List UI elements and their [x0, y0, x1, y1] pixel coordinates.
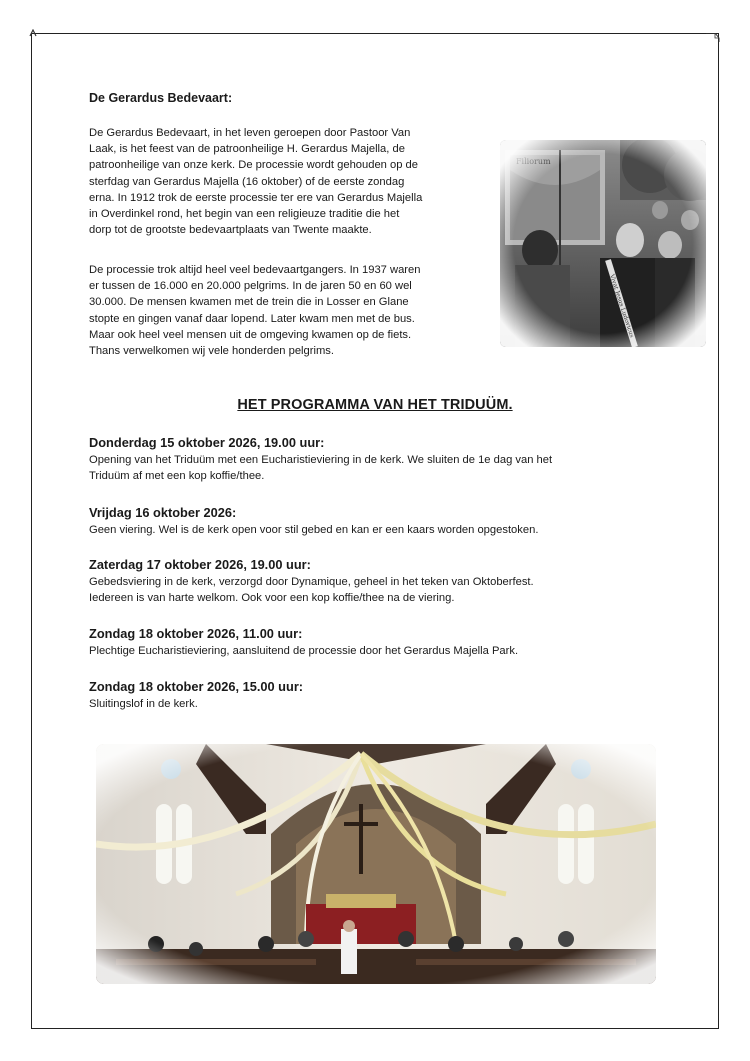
event-title: Donderdag 15 oktober 2026, 19.00 uur:: [89, 435, 325, 450]
page-curl-icon: [706, 33, 720, 42]
corner-mark-icon: [29, 29, 37, 37]
event-title: Zaterdag 17 oktober 2026, 19.00 uur:: [89, 557, 311, 572]
procession-photo-image: [500, 140, 706, 347]
event-title: Vrijdag 16 oktober 2026:: [89, 505, 237, 520]
intro-paragraph-2: De processie trok altijd heel veel bedevaartgangers. In 1937 waren er tussen de 16.000 en 20.000 pelgrims. In de jaren 50 en 60 wel 30.000. De mensen kwamen met de trein die in Losser en Glane stopte en gingen vanaf daar lopend. Later kwam men met de bus. Maar ook heel veel mensen uit de omgeving kwamen op de fiets. Thans verwelkomen wij vele honderden pelgrims.: [89, 264, 421, 358]
event-description: Opening van het Triduüm met een Eucharistieviering in de kerk. We sluiten de 1e dag van het Triduüm af met een kop koffie/thee.: [89, 454, 553, 482]
church-interior-image: [96, 744, 656, 984]
program-event: [89, 435, 669, 484]
program-event: [89, 679, 669, 712]
procession-photo: [500, 140, 706, 347]
event-description: Geen viering. Wel is de kerk open voor stil gebed en kan er een kaars worden opgestoken.: [89, 524, 539, 536]
church-interior-photo: [96, 744, 656, 984]
intro-title: De Gerardus Bedevaart:: [89, 91, 233, 105]
program-event: [89, 505, 669, 538]
event-description: Sluitingslof in de kerk.: [89, 698, 198, 710]
event-description: Plechtige Eucharistieviering, aansluitend de processie door het Gerardus Majella Park.: [89, 645, 519, 657]
event-description: Gebedsviering in de kerk, verzorgd door Dynamique, geheel in het teken van Oktoberfest. Iedereen is van harte welkom. Ook voor een kop koffie/thee na de viering.: [89, 576, 534, 604]
program-heading: HET PROGRAMMA VAN HET TRIDUÜM.: [237, 397, 513, 413]
program-event: [89, 557, 669, 606]
program-event: [89, 626, 669, 659]
intro-paragraph-1: De Gerardus Bedevaart, in het leven geroepen door Pastoor Van Laak, is het feest van de patroonheilige H. Gerardus Majella, de patroonheilige van onze kerk. De processie wordt gehouden op de sterfdag van Gerardus Majella (16 oktober) of de eerste zondag erna. In 1912 trok de eerste processie ter ere van Gerardus Majella in Overdinkel rond, het begin van een religieuze traditie die het dorp tot de grootste bedevaartplaats van Twente maakte.: [89, 127, 423, 237]
event-title: Zondag 18 oktober 2026, 11.00 uur:: [89, 626, 303, 641]
event-title: Zondag 18 oktober 2026, 15.00 uur:: [89, 679, 304, 694]
